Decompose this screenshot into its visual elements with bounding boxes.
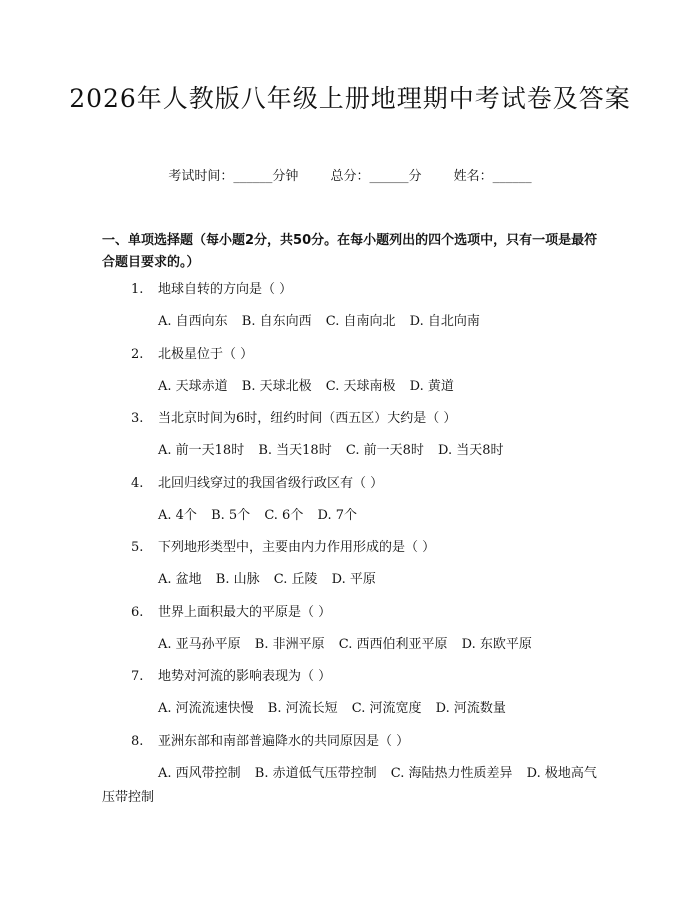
option-a: A. 河流流速快慢 [158,701,254,716]
option-a: A. 盆地 [158,572,202,587]
option-d: D. 当天8时 [438,443,504,458]
question-stem: 下列地形类型中，主要由内力作用形成的是（ ） [158,540,436,555]
question-options [158,441,514,461]
question-options [158,635,542,655]
question-number: 7. [131,669,144,684]
option-b: B. 5个 [211,507,251,523]
question-item [0,280,700,345]
question-list [0,280,700,805]
option-d: D. 黄道 [409,378,454,394]
exam-info-line [0,168,700,186]
option-c: C. 河流宽度 [351,701,422,716]
option-b: B. 山脉 [215,572,260,587]
question-options [158,377,464,397]
option-c: C. 前一天8时 [345,443,424,458]
question-item [0,409,700,474]
question-stem: 北回归线穿过的我国省级行政区有（ ） [158,475,384,491]
question-number: 3. [131,411,144,426]
question-stem: 地势对河流的影响表现为（ ） [158,669,332,684]
option-b: B. 河流长短 [267,701,338,716]
question-number: 5. [131,540,144,555]
option-a: A. 西风带控制 [158,765,241,781]
section-heading: 一、单项选择题（每小题2分，共50分。在每小题列出的四个选项中，只有一项是最符合题目要求的。） [102,233,598,270]
question-options [158,312,490,332]
option-d: D. 7个 [317,507,357,523]
exam-time-field: 考试时间：______分钟 [168,169,299,184]
question-number: 6. [131,604,144,620]
option-b: B. 当天18时 [258,443,332,458]
option-d: D. 自北向南 [409,314,480,329]
question-stem: 地球自转的方向是（ ） [158,282,293,297]
question-options [158,699,516,719]
question-item [0,474,700,539]
question-item [0,667,700,732]
option-c: C. 丘陵 [273,572,318,587]
option-d: D. 东欧平原 [461,636,532,652]
option-c: C. 自南向北 [325,314,396,329]
question-stem: 北极星位于（ ） [158,346,254,362]
option-b: B. 赤道低气压带控制 [254,765,377,781]
total-score-field: 总分：______分 [330,169,422,184]
question-stem: 亚洲东部和南部普遍降水的共同原因是（ ） [158,733,410,749]
option-c: C. 海陆热力性质差异 [390,765,513,781]
document-title: 2026年人教版八年级上册地理期中考试卷及答案 [69,84,631,113]
option-a: A. 亚马孙平原 [158,636,241,652]
option-b: B. 非洲平原 [254,636,325,652]
option-b: B. 天球北极 [241,378,312,394]
question-item [0,603,700,668]
option-c: C. 6个 [264,507,304,523]
option-c: C. 西西伯利亚平原 [338,636,448,652]
option-a: A. 自西向东 [158,314,228,329]
question-number: 8. [131,733,144,749]
question-item [0,345,700,410]
option-b: B. 自东向西 [241,314,312,329]
option-d: D. 平原 [331,572,376,587]
option-d: D. 河流数量 [435,701,506,716]
question-item [0,538,700,603]
option-a: A. 天球赤道 [158,378,228,394]
question-number: 4. [131,475,144,491]
option-d: D. 极地高气压带控制 [102,765,597,805]
option-c: C. 天球南极 [325,378,396,394]
question-stem: 当北京时间为6时，纽约时间（西五区）大约是（ ） [158,411,457,426]
question-options [158,570,386,590]
question-number: 1. [131,282,144,297]
question-options [158,506,367,526]
option-a: A. 前一天18时 [158,443,245,458]
question-number: 2. [131,346,144,362]
option-a: A. 4个 [158,507,197,523]
question-stem: 世界上面积最大的平原是（ ） [158,604,332,620]
question-options [102,762,600,810]
question-item [0,732,700,805]
name-field: 姓名：______ [453,169,532,184]
